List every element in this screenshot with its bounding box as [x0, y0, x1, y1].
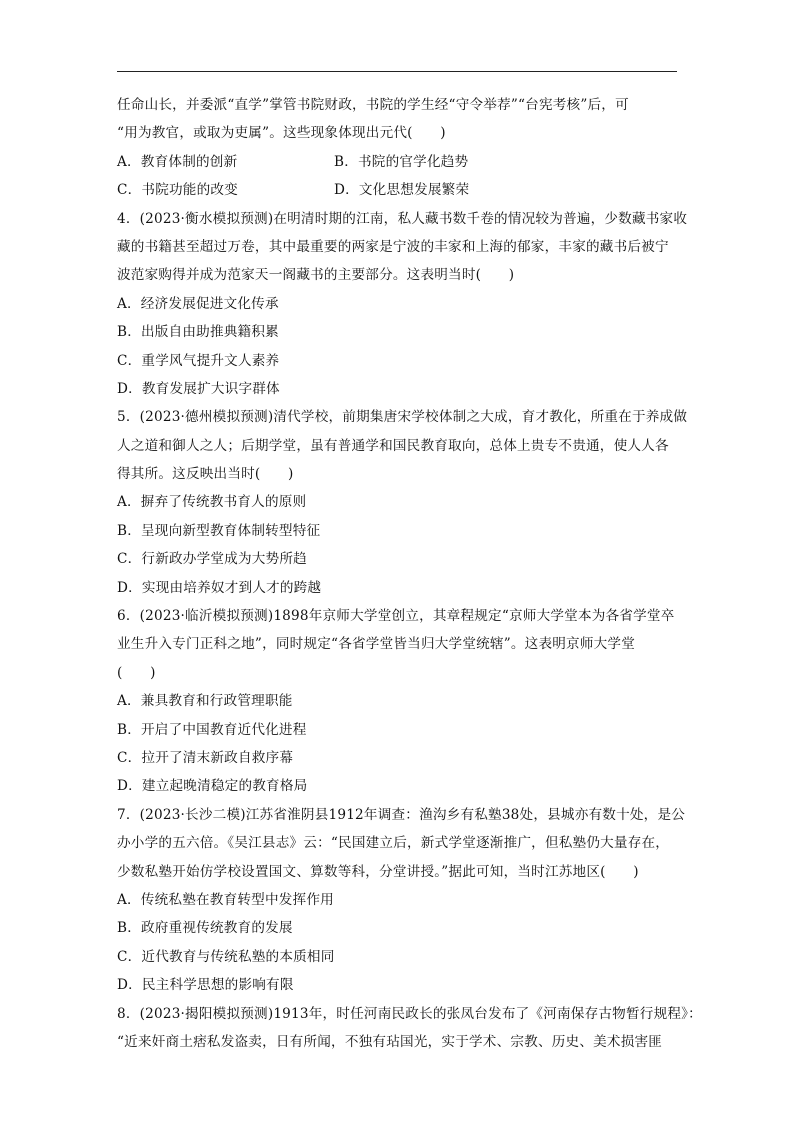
option-a[interactable]: A．传统私塾在教育转型中发挥作用: [117, 891, 334, 908]
question-text-line: 藏的书籍甚至超过万卷，其中最重要的两家是宁波的丰家和上海的郁家，丰家的藏书后被宁: [117, 238, 669, 255]
question-text-line: 5．(2023·德州模拟预测)清代学校，前期集唐宋学校体制之大成，育才教化，所重在于养成做: [117, 409, 688, 426]
option-b[interactable]: B．出版自由助推典籍积累: [117, 324, 279, 341]
option-d[interactable]: D．建立起晚清稳定的教育格局: [117, 778, 308, 795]
question-text-line: 业生升入专门正科之地”，同时规定“各省学堂皆当归大学堂统辖”。这表明京师大学堂: [117, 636, 636, 653]
option-c[interactable]: C．重学风气提升文人素养: [117, 352, 280, 369]
option-b[interactable]: B．书院的官学化趋势: [334, 153, 469, 170]
option-d[interactable]: D．民主科学思想的影响有限: [117, 977, 294, 994]
option-b[interactable]: B．呈现向新型教育体制转型特征: [117, 522, 321, 539]
question-6: [117, 602, 681, 801]
option-row: [117, 148, 681, 176]
question-text-line: 得其所。这反映出当时( ): [117, 466, 294, 483]
question-text-line: 4．(2023·衡水模拟预测)在明清时期的江南，私人藏书数千卷的情况较为普遍，少数藏书家收: [117, 210, 688, 227]
question-text-line: 任命山长，并委派“直学”掌管书院财政，书院的学生经“守令举荐”“台宪考核”后，可: [117, 97, 629, 113]
option-row: [117, 176, 681, 204]
question-4: [117, 205, 688, 404]
option-c[interactable]: C．拉开了清末新政自救序幕: [117, 749, 294, 766]
option-b[interactable]: B．开启了中国教育近代化进程: [117, 721, 307, 738]
question-text-line: 办小学的五六倍。《吴江县志》云：“民国建立后，新式学堂逐渐推广，但私塾仍大量存在，: [117, 835, 670, 852]
option-c[interactable]: C．近代教育与传统私塾的本质相同: [117, 948, 335, 965]
question-8: [117, 1000, 702, 1057]
option-d[interactable]: D．文化思想发展繁荣: [334, 182, 470, 199]
question-text-line: ( ): [117, 664, 156, 681]
option-a[interactable]: A．摒弃了传统教书育人的原则: [117, 494, 307, 511]
header-rule: [117, 71, 677, 72]
question-text-line: 7．(2023·长沙二模)江苏省淮阴县1912年调查：渔沟乡有私塾38处，县城亦有数十处，是公: [117, 806, 686, 823]
option-a[interactable]: A．兼具教育和行政管理职能: [117, 693, 293, 710]
question-text-line: 8．(2023·揭阳模拟预测)1913年，时任河南民政长的张凤台发布了《河南保存古物暂行规程》：: [117, 1005, 702, 1022]
question-7: [117, 801, 686, 1000]
option-a[interactable]: A．教育体制的创新: [117, 153, 238, 170]
option-c[interactable]: C．行新政办学堂成为大势所趋: [117, 551, 307, 568]
question-text-line: “近来奸商土痞私发盗卖，日有所闻，不独有玷国光，实于学术、宗教、历史、美术损害匪: [117, 1033, 663, 1050]
question-text-line: “用为教官，或取为吏属”。这些现象体现出元代( ): [117, 125, 446, 142]
question-3-tail: [117, 91, 681, 205]
question-text-line: 人之道和御人之人；后期学堂，虽有普通学和国民教育取向，总体上贵专不贵通，使人人各: [117, 437, 669, 454]
option-d[interactable]: D．教育发展扩大识字群体: [117, 380, 280, 397]
option-d[interactable]: D．实现由培养奴才到人才的跨越: [117, 579, 322, 596]
option-c[interactable]: C．书院功能的改变: [117, 182, 238, 199]
question-text-line: 6．(2023·临沂模拟预测)1898年京师大学堂创立，其章程规定“京师大学堂本为各省学堂卒: [117, 608, 675, 625]
option-b[interactable]: B．政府重视传统教育的发展: [117, 920, 293, 937]
question-text-line: 少数私塾开始仿学校设置国文、算数等科，分堂讲授。”据此可知，当时江苏地区( ): [117, 863, 639, 880]
page-content: [117, 91, 702, 1056]
question-text-line: 波范家购得并成为范家天一阁藏书的主要部分。这表明当时( ): [117, 267, 515, 284]
question-5: [117, 403, 688, 602]
option-a[interactable]: A．经济发展促进文化传承: [117, 295, 279, 312]
